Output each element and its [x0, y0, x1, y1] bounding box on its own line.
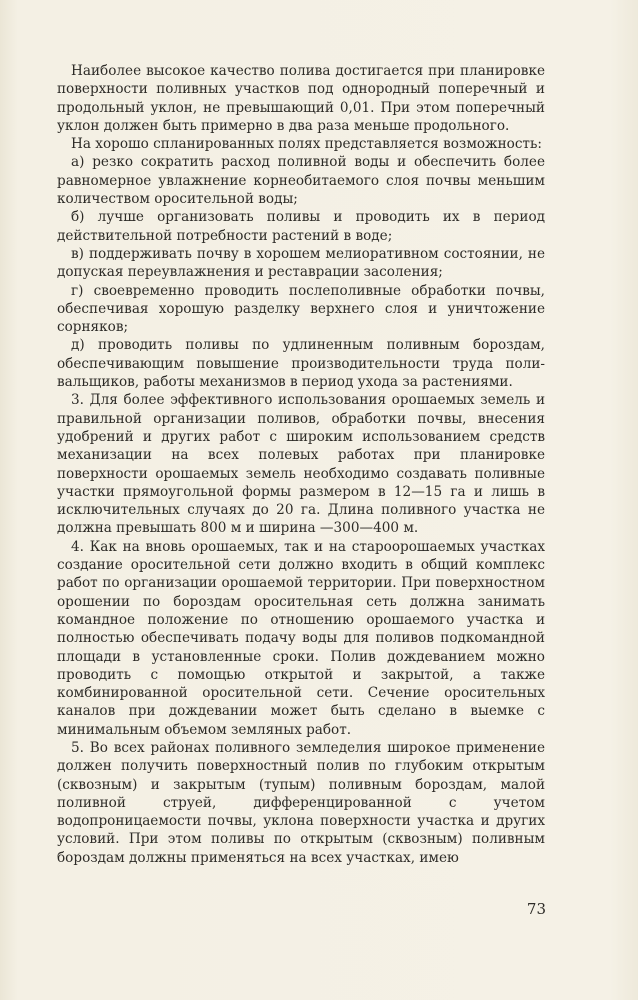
page-number: 73	[526, 900, 546, 918]
list-item-g: г) своевременно проводить послеполивные обработки почвы, обеспечивая хорошую разделку верхнего слоя и уничтожение сорняков;	[57, 282, 545, 336]
paragraph-section-4: 4. Как на вновь орошаемых, так и на староорошаемых участках создание оросительной сети должно входить в общий комплекс работ по организации орошаемой территории. При поверхностном орошении по бороздам оросительная сеть должна занимать командное положение по отношению орошаемого участка и полностью обеспечивать подачу воды для поливов подкомандной площади в установленные сроки. Полив дождеванием можно проводить с помощью открытой и закрытой, а также комбинированной оросительной сети. Сечение оросительных каналов при дождевании может быть сделано в выемке с минимальным объемом земляных работ.	[57, 538, 545, 738]
body-text	[57, 62, 545, 867]
list-item-v: в) поддерживать почву в хорошем мелиоративном состоянии, не допуская переувлажнения и реставрации засоления;	[57, 245, 545, 281]
paragraph-leveling-quality: Наиболее высокое качество полива достигается при планировке поверхности поливных участков под однородный поперечный и продольный уклон, не превышающий 0,01. При этом поперечный уклон должен быть примерно в два раза меньше продольного.	[57, 63, 545, 134]
paragraph-possibilities-intro: На хорошо спланированных полях представляется возможность:	[71, 136, 542, 153]
list-item-a: а) резко сократить расход поливной воды и обеспечить более равномерное увлажнение корнеобитаемого слоя почвы меньшим количеством оросительной воды;	[57, 154, 545, 208]
paragraph-section-3: 3. Для более эффективного использования орошаемых земель и правильной организации поливов, обработки почвы, внесения удобрений и других работ с широким использованием средств механизации на всех полевых работах при планировке поверхности орошаемых земель необходимо создавать поливные участки прямоугольной формы размером в 12—15 га и лишь в исключительных случаях до 20 га. Длина поливного участка не должна превышать 800 м и ширина —300—400 м.	[57, 392, 545, 537]
list-item-b: б) лучше организовать поливы и проводить их в период действительной потребности растений в воде;	[57, 209, 545, 244]
paragraph-section-5: 5. Во всех районах поливного земледелия широкое применение должен получить поверхностный полив по глубоким открытым (сквозным) и закрытым (тупым) поливным бороздам, малой поливной струей, дифференцированной с учетом водопроницаемости почвы, уклона поверхности участка и других условий. При этом поливы по открытым (сквозным) поливным бороздам должны применяться на всех участках, имею	[57, 739, 545, 866]
list-item-d: д) проводить поливы по удлиненным поливным бороздам, обеспечивающим повышение производительности труда поливальщиков, работы механизмов в период ухода за растениями.	[57, 337, 545, 391]
